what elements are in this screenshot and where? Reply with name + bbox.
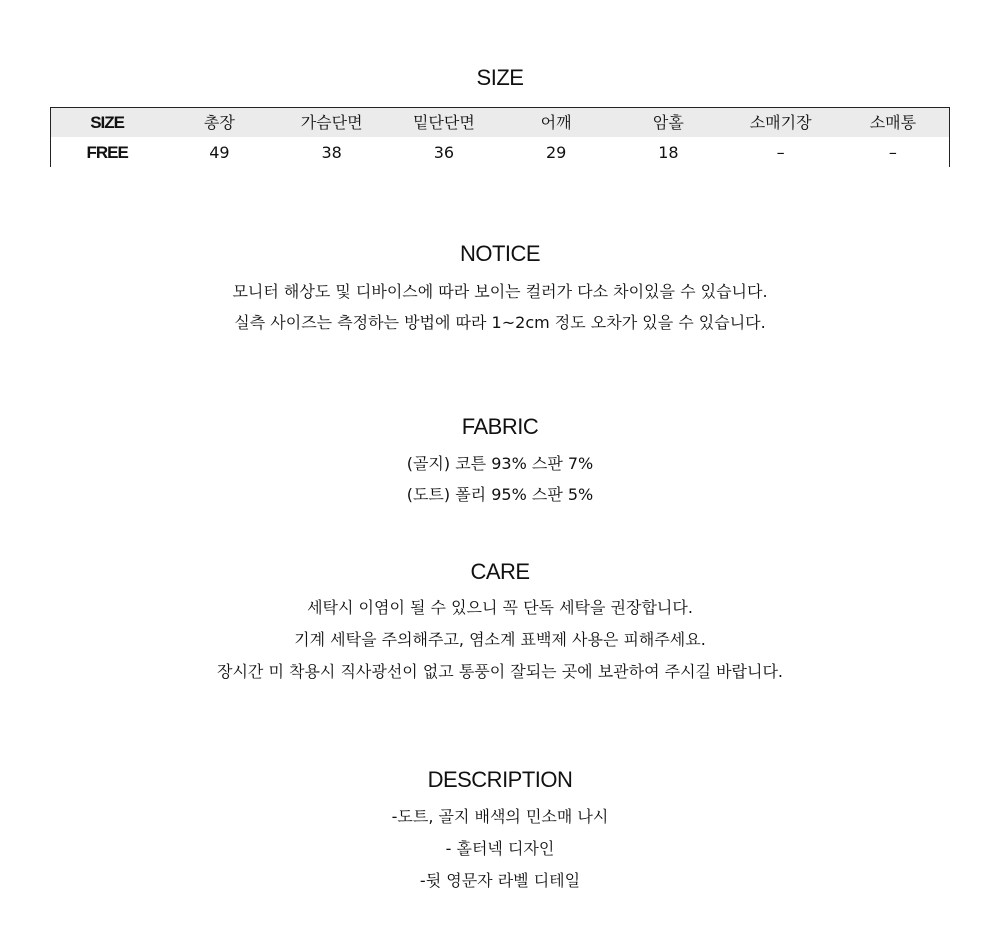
description-line: -도트, 골지 배색의 민소매 나시 [391, 807, 609, 826]
size-cell: 29 [545, 143, 567, 162]
size-section-title: SIZE [476, 65, 524, 90]
size-table-header-row [51, 108, 949, 137]
size-cell: – [776, 143, 785, 162]
size-cell: 49 [209, 143, 230, 162]
fabric-line: (골지) 코튼 93% 스판 7% [406, 454, 594, 473]
size-header-cell: 소매통 [869, 113, 917, 132]
size-cell: 38 [321, 143, 342, 162]
size-cell: – [888, 143, 897, 162]
description-line: - 홀터넥 디자인 [445, 839, 555, 858]
description-section-title: DESCRIPTION [427, 767, 573, 792]
care-line: 세탁시 이염이 될 수 있으니 꼭 단독 세탁을 권장합니다. [307, 598, 693, 617]
size-header-cell: 암홀 [652, 113, 684, 132]
description-line: -뒷 영문자 라벨 디테일 [419, 871, 581, 890]
size-header-cell: 어깨 [540, 113, 572, 132]
notice-section-title: NOTICE [459, 241, 541, 266]
care-line: 장시간 미 착용시 직사광선이 없고 통풍이 잘되는 곳에 보관하여 주시길 바랍니다. [217, 662, 783, 681]
size-table [50, 107, 950, 167]
fabric-line: (도트) 폴리 95% 스판 5% [406, 485, 594, 504]
size-cell: FREE [86, 143, 128, 162]
size-cell: 18 [658, 143, 679, 162]
size-cell: 36 [433, 143, 455, 162]
care-line: 기계 세탁을 주의해주고, 염소계 표백제 사용은 피해주세요. [294, 630, 706, 649]
notice-line: 모니터 해상도 및 디바이스에 따라 보이는 컬러가 다소 차이있을 수 있습니다. [232, 282, 768, 301]
size-header-cell: 소매기장 [749, 113, 812, 132]
fabric-section-title: FABRIC [461, 414, 539, 439]
size-header-cell: 가슴단면 [300, 113, 363, 132]
size-header-cell: 밑단단면 [412, 113, 475, 132]
size-header-cell: SIZE [90, 113, 125, 132]
notice-line: 실측 사이즈는 측정하는 방법에 따라 1~2cm 정도 오차가 있을 수 있습니다. [234, 313, 766, 332]
size-header-cell: 총장 [203, 113, 235, 132]
care-section-title: CARE [470, 559, 530, 584]
size-table-row [51, 138, 949, 167]
